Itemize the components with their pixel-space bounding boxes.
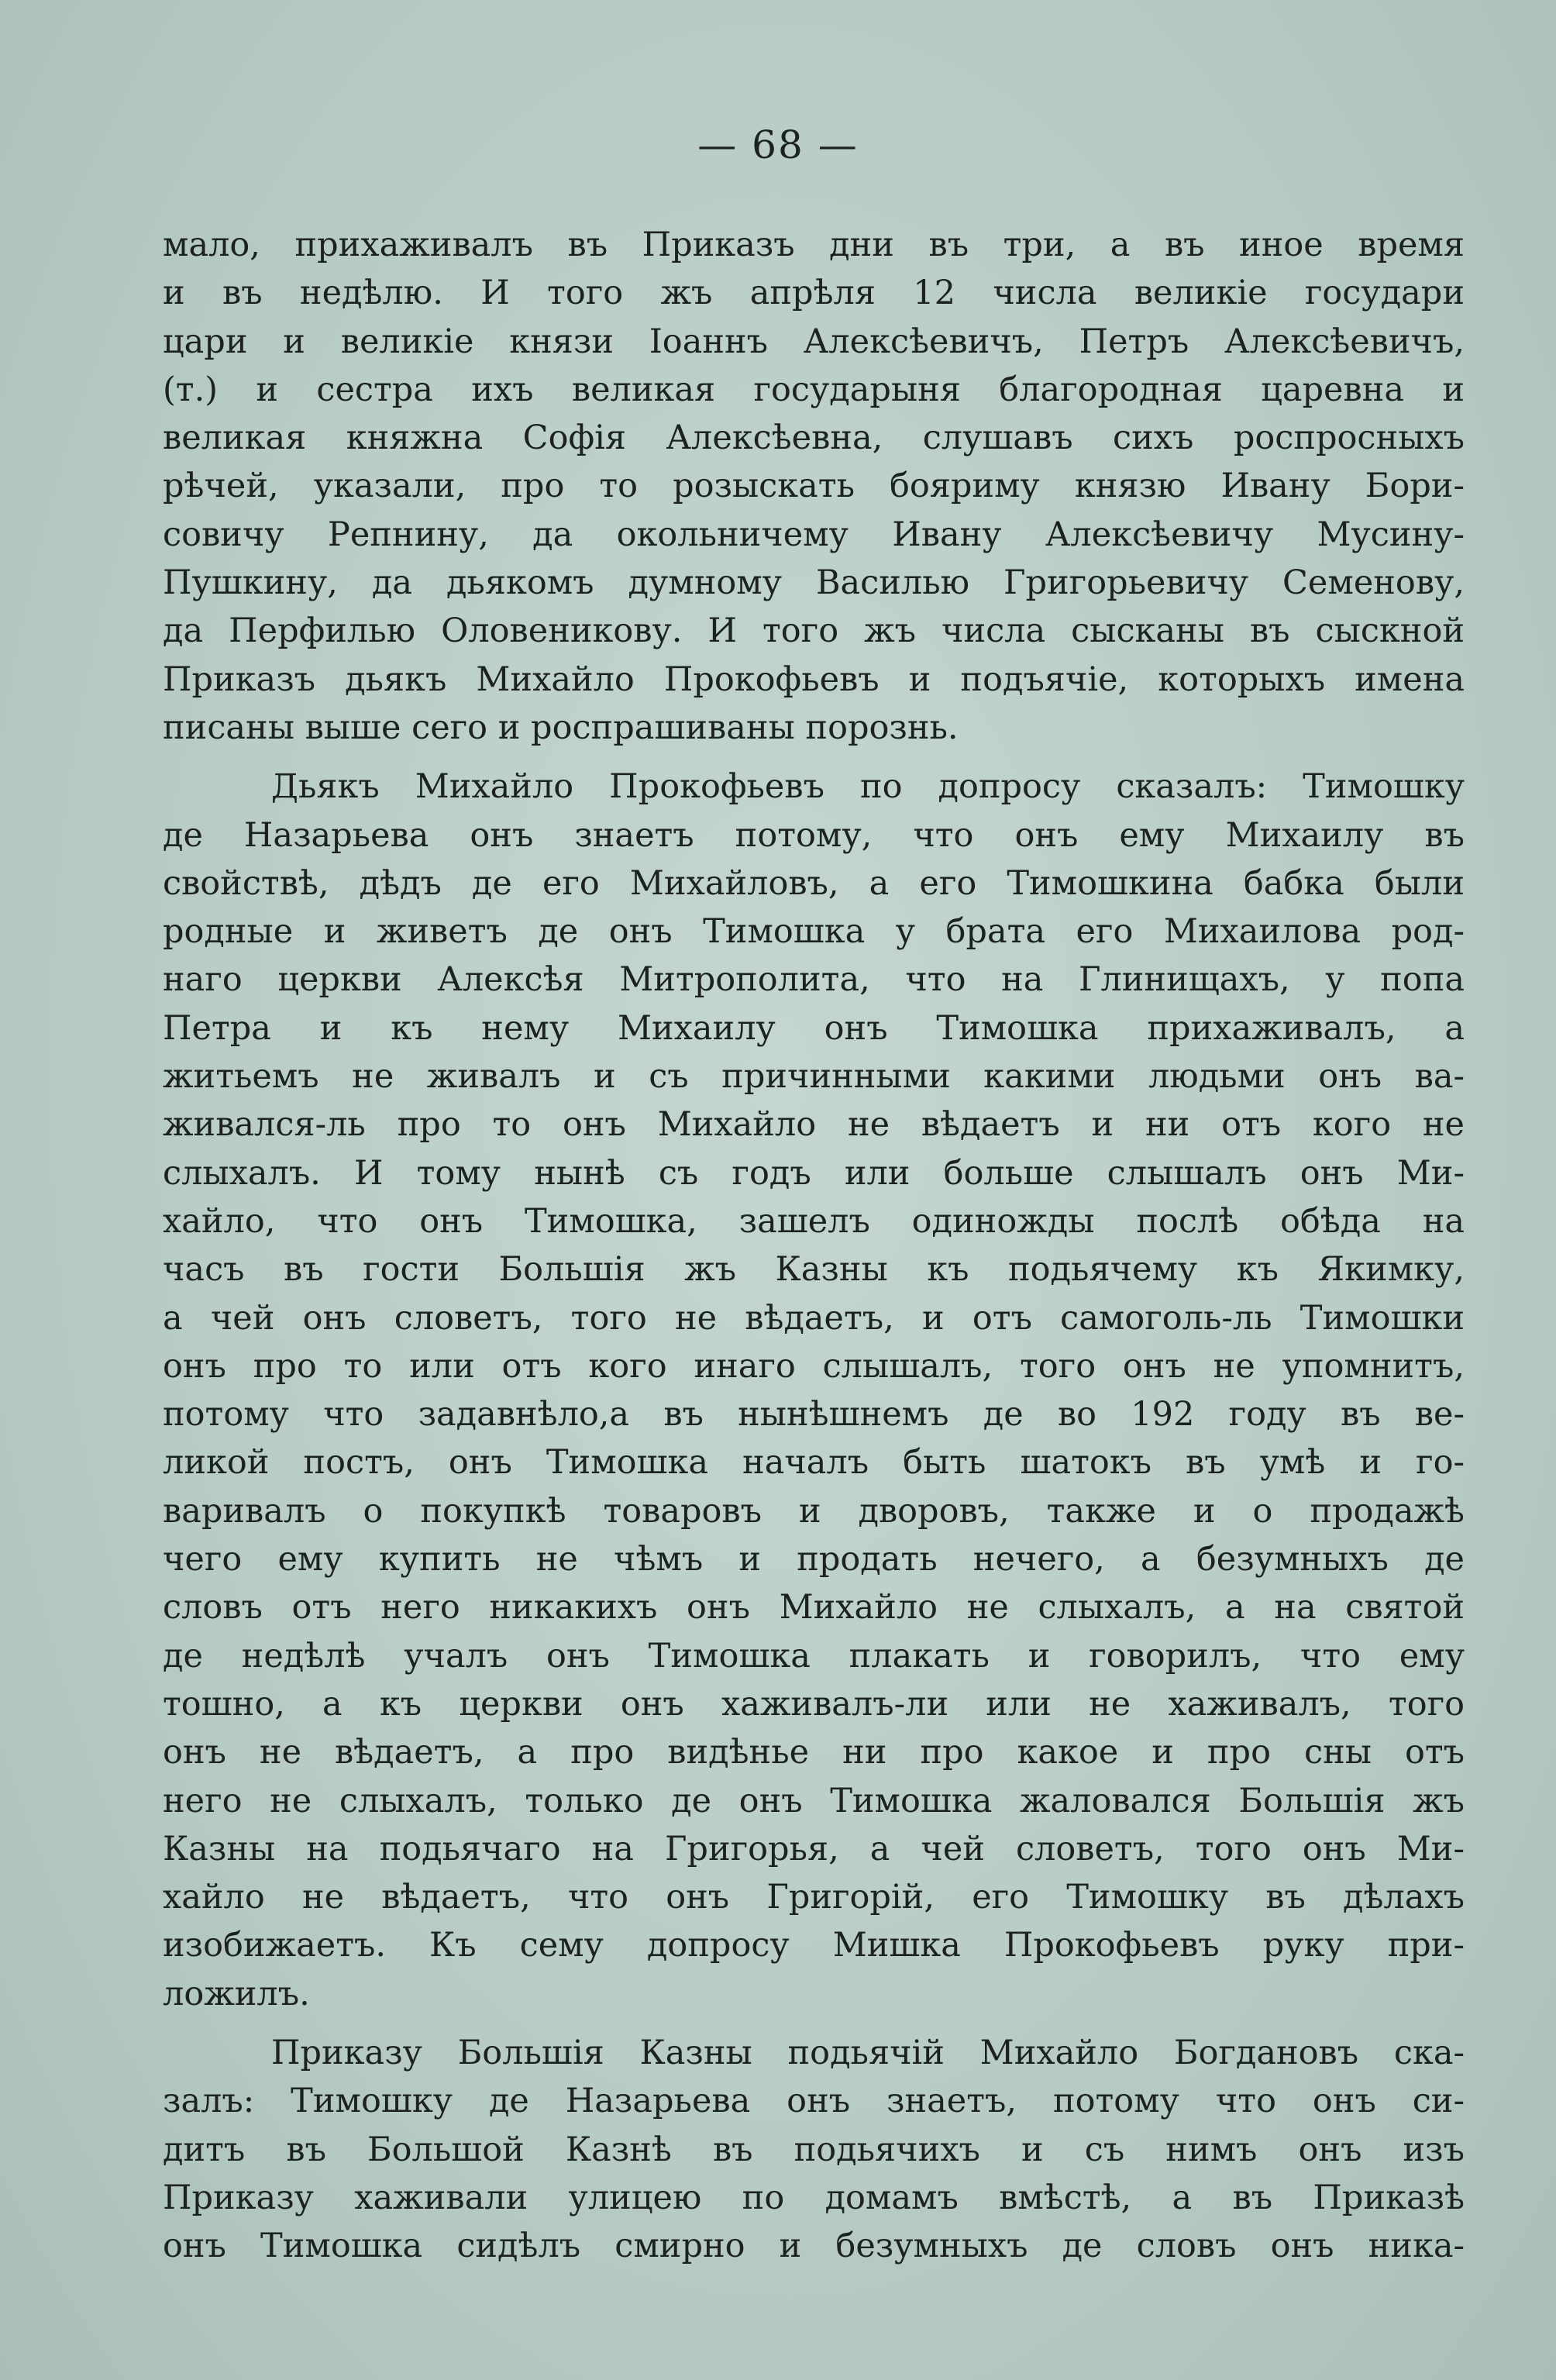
text-line: часъ въ гости Большія жъ Казны къ подьячему къ Якимку,: [163, 1250, 1465, 1290]
text-line: Пушкину, да дьякомъ думному Василью Григорьевичу Семенову,: [163, 563, 1465, 603]
text-line: мало, прихаживалъ въ Приказъ дни въ три, а въ иное время: [163, 226, 1465, 264]
text-line: онъ не вѣдаетъ, а про видѣнье ни про какое и про сны отъ: [163, 1733, 1465, 1772]
text-line: потому что задавнѣло,а въ нынѣшнемъ де во 192 году въ ве-: [163, 1395, 1465, 1435]
text-line: Приказу Большія Казны подьячій Михайло Богдановъ ска-: [271, 2033, 1465, 2072]
paragraph-gap: [163, 752, 1465, 763]
text-line: варивалъ о покупкѣ товаровъ и дворовъ, также и о продажѣ: [163, 1491, 1465, 1531]
text-line: словъ отъ него никакихъ онъ Михайло не слыхалъ, а на святой: [163, 1588, 1465, 1627]
text-line: ложилъ.: [163, 1974, 310, 2013]
text-line: Казны на подьячаго на Григорья, а чей словетъ, того онъ Ми-: [163, 1829, 1465, 1869]
text-line: хайло, что онъ Тимошка, зашелъ одиножды послѣ обѣда на: [163, 1201, 1465, 1241]
text-line: ликой постъ, онъ Тимошка началъ быть шатокъ въ умѣ и го-: [163, 1443, 1465, 1483]
body-text: [163, 221, 1465, 2270]
text-line: залъ: Тимошку де Назарьева онъ знаетъ, потому что онъ си-: [163, 2082, 1465, 2121]
text-line: изобижаетъ. Къ сему допросу Мишка Прокофьевъ руку при-: [163, 1926, 1465, 1965]
text-line: великая княжна Софія Алексѣевна, слушавъ сихъ роспросныхъ: [163, 418, 1465, 458]
paragraph-1: [163, 221, 1465, 752]
text-line: наго церкви Алексѣя Митрополита, что на Глинищахъ, у попа: [163, 960, 1465, 1000]
text-line: рѣчей, указали, про то розыскать бояриму князю Ивану Бори-: [163, 467, 1465, 506]
text-line: родные и живетъ де онъ Тимошка у брата его Михаилова род-: [163, 912, 1465, 952]
text-line: чего ему купить не чѣмъ и продать нечего, а безумныхъ де: [163, 1540, 1465, 1579]
text-line: а чей онъ словетъ, того не вѣдаетъ, и отъ самоголь-ль Тимошки: [163, 1298, 1465, 1338]
text-line: Приказу хаживали улицею по домамъ вмѣстѣ, а въ Приказѣ: [163, 2178, 1465, 2217]
text-line: Дьякъ Михайло Прокофьевъ по допросу сказалъ: Тимошку: [271, 767, 1465, 807]
text-line: де недѣлѣ учалъ онъ Тимошка плакать и говорилъ, что ему: [163, 1636, 1465, 1676]
text-line: тошно, а къ церкви онъ хаживалъ-ли или не хаживалъ, того: [163, 1684, 1465, 1724]
text-line: живался-ль про то онъ Михайло не вѣдаетъ и ни отъ кого не: [163, 1105, 1465, 1145]
text-line: да Перфилью Оловеникову. И того жъ числа сысканы въ сыскной: [163, 611, 1465, 651]
text-line: Петра и къ нему Михаилу онъ Тимошка прихаживалъ, а: [163, 1008, 1465, 1048]
text-line: слыхалъ. И тому нынѣ съ годъ или больше слышалъ онъ Ми-: [163, 1153, 1465, 1193]
paragraph-2: [163, 763, 1465, 2018]
paragraph-gap: [163, 2018, 1465, 2029]
text-line: свойствѣ, дѣдъ де его Михайловъ, а его Тимошкина бабка были: [163, 863, 1465, 903]
text-line: де Назарьева онъ знаетъ потому, что онъ ему Михаилу въ: [163, 815, 1465, 855]
text-line: житьемъ не живалъ и съ причинными какими людьми онъ ва-: [163, 1057, 1465, 1097]
text-line: онъ Тимошка сидѣлъ смирно и безумныхъ де словъ онъ ника-: [163, 2227, 1465, 2266]
text-line: и въ недѣлю. И того жъ апрѣля 12 числа великіе государи: [163, 274, 1465, 313]
paragraph-3: [163, 2029, 1465, 2270]
text-line: дитъ въ Большой Казнѣ въ подьячихъ и съ нимъ онъ изъ: [163, 2130, 1465, 2169]
text-line: (т.) и сестра ихъ великая государыня благородная царевна и: [163, 370, 1465, 409]
text-line: хайло не вѣдаетъ, что онъ Григорій, его Тимошку въ дѣлахъ: [163, 1878, 1465, 1917]
text-line: цари и великіе князи Іоаннъ Алексѣевичъ, Петръ Алексѣевичъ,: [163, 322, 1465, 361]
text-line: Приказъ дьякъ Михайло Прокофьевъ и подъячіе, которыхъ имена: [163, 660, 1465, 699]
text-line: него не слыхалъ, только де онъ Тимошка жаловался Большія жъ: [163, 1781, 1465, 1820]
page-number: — 68 —: [697, 122, 859, 167]
text-line: совичу Репнину, да окольничему Ивану Алексѣевичу Мусину-: [163, 515, 1465, 554]
text-line: онъ про то или отъ кого инаго слышалъ, того онъ не упомнитъ,: [163, 1346, 1465, 1386]
text-line: писаны выше сего и роспрашиваны порознь.: [163, 708, 959, 747]
